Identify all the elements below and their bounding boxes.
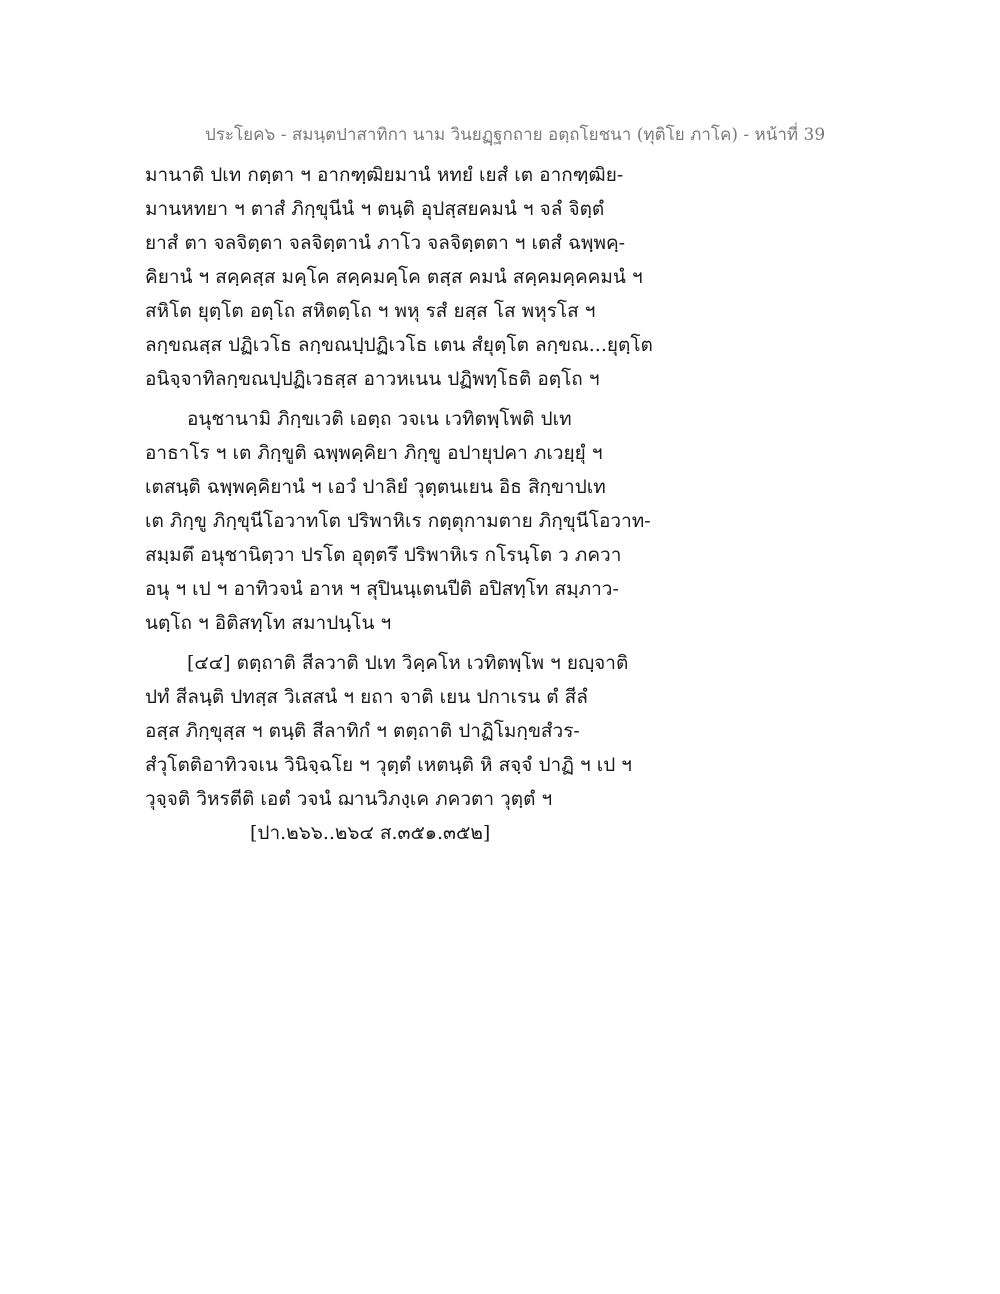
text-line: ปทํ สีลนฺติ ปทสฺส วิเสสนํ ฯ ยถา จาติ เยน ปกาเรน ตํ สีลํ: [145, 686, 588, 708]
paragraph-2: [145, 402, 651, 640]
text-line: คิยานํ ฯ สคฺคสฺส มคฺโค สคฺคมคฺโค ตสฺส คมนํ สคฺคมคฺคคมนํ ฯ: [145, 266, 643, 288]
text-line: สมฺมตึ อนุชานิตฺวา ปรโต อุตฺตรึ ปริพาหิเร กโรนฺโต ว ภควา: [145, 544, 622, 566]
page-reference: [ปา.๒๖๖..๒๖๔ ส.๓๕๑.๓๕๒]: [250, 822, 491, 844]
text-line: เต ภิกฺขู ภิกฺขุนีโอวาทโต ปริพาหิเร กตฺตุกามตาย ภิกฺขุนีโอวาท-: [145, 510, 651, 532]
text-line: สหิโต ยุตฺโต อตฺโถ สหิตตฺโถ ฯ พหุ รสํ ยสฺส โส พหุรโส ฯ: [145, 300, 596, 322]
text-line: นตฺโถ ฯ อิติสทฺโท สมาปนฺโน ฯ: [145, 612, 392, 634]
text-line: [๔๔] ตตฺถาติ สีลวาติ ปเท วิคฺคโห เวทิตพฺโพ ฯ ยญฺจาติ: [187, 652, 629, 674]
text-line: ลกฺขณสฺส ปฏิเวโธ ลกฺขณปฺปฏิเวโธ เตน สํยุตฺโต ลกฺขณ...ยุตฺโต: [145, 334, 653, 356]
text-line: สํวุโตติอาทิวจเน วินิจฺฉโย ฯ วุตฺตํ เหตนฺติ หิ สจฺจํ ปาฏิ ฯ เป ฯ: [145, 754, 632, 776]
text-line: วุจฺจติ วิหรตีติ เอตํ วจนํ ฌานวิภงฺเค ภควตา วุตฺตํ ฯ: [145, 788, 553, 810]
text-line: อนุ ฯ เป ฯ อาทิวจนํ อาห ฯ สุปินนฺเตนปีติ อปิสทฺโท สมฺภาว-: [145, 578, 619, 600]
paragraph-3: [145, 646, 645, 816]
document-body: [145, 158, 653, 850]
page-header: ประโยค๖ - สมนฺตปาสาทิกา นาม วินยฏฺฐกถาย อตฺถโยชนา (ทุติโย ภาโค) - หน้าที่ 39: [205, 125, 826, 145]
text-line: อาธาโร ฯ เต ภิกฺขูติ ฉพฺพคฺคิยา ภิกฺขู อปายุปคา ภเวยฺยุํ ฯ: [145, 442, 603, 464]
text-line: อนิจฺจาทิลกฺขณปฺปฏิเวธสฺส อาวหเนน ปฏิพทฺโธติ อตฺโถ ฯ: [145, 368, 600, 390]
text-line: มานหทยา ฯ ตาสํ ภิกฺขุนีนํ ฯ ตนฺติ อุปสฺสยคมนํ ฯ จลํ จิตฺตํ: [145, 198, 605, 220]
text-line: เตสนฺติ ฉพฺพคฺคิยานํ ฯ เอวํ ปาลิยํ วุตฺตนเยน อิธ สิกฺขาปเท: [145, 476, 606, 498]
text-line: มานาติ ปเท กตฺตา ฯ อากฑฺฒิยมานํ หทยํ เยสํ เต อากฑฺฒิย-: [145, 164, 624, 186]
text-line: อนุชานามิ ภิกฺขเวติ เอตฺถ วจเน เวทิตพฺโพติ ปเท: [187, 408, 572, 430]
text-line: ยาสํ ตา จลจิตฺตา จลจิตฺตานํ ภาโว จลจิตฺตตา ฯ เตสํ ฉพฺพคฺ-: [145, 232, 626, 254]
text-line: อสฺส ภิกฺขุสฺส ฯ ตนฺติ สีลาทิกํ ฯ ตตฺถาติ ปาฏิโมกฺขสํวร-: [145, 720, 580, 742]
paragraph-1: [145, 158, 653, 396]
